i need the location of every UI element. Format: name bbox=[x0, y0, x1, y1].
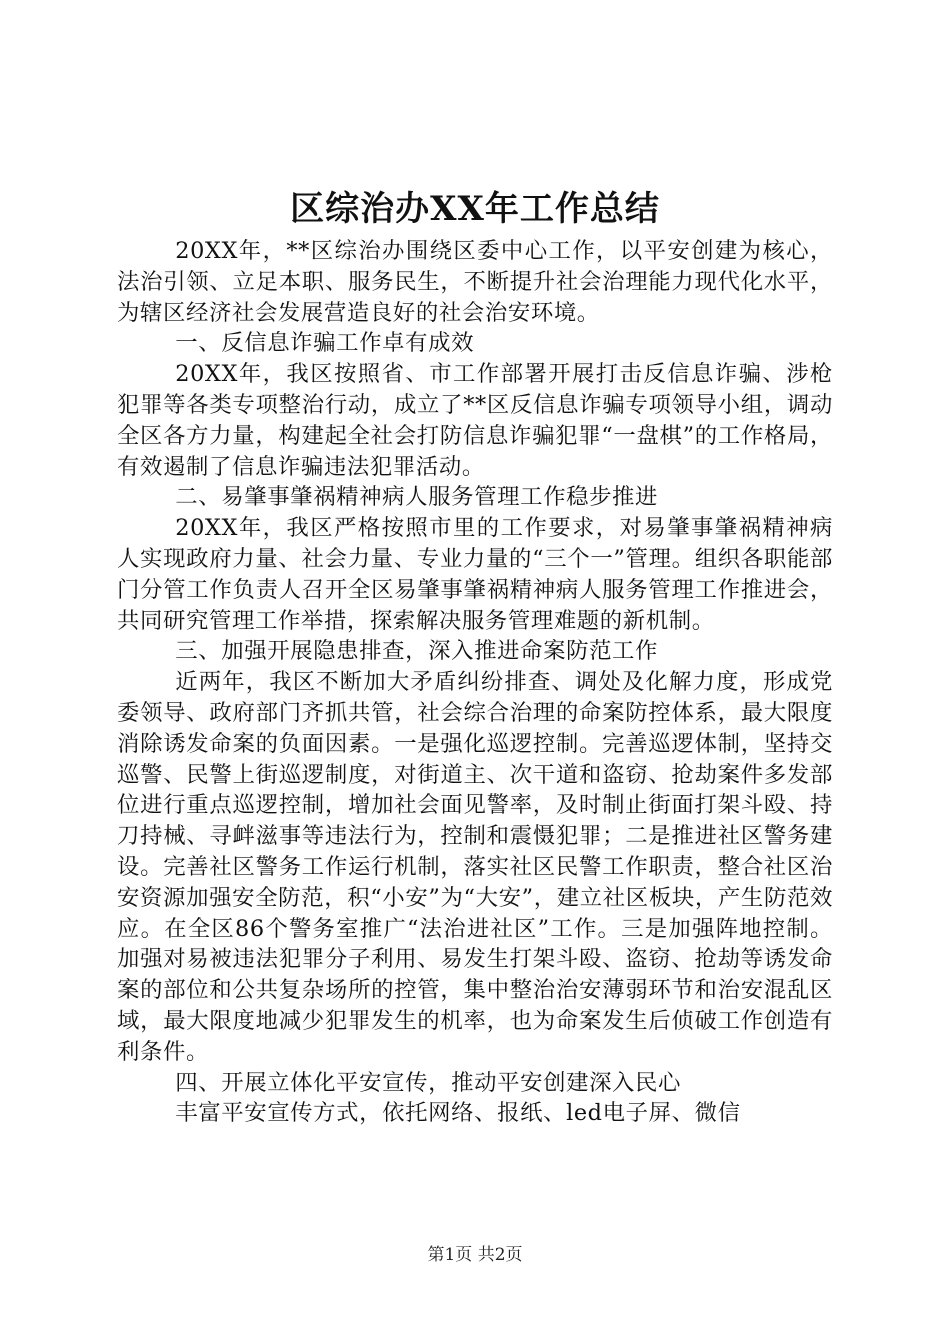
section-3-paragraph: 近两年，我区不断加大矛盾纠纷排查、调处及化解力度，形成党委领导、政府部门齐抓共管，社会综合治理的命案防控体系，最大限度消除诱发命案的负面因素。一是强化巡逻控制。完善巡逻体制，坚持交巡警、民警上街巡逻制度，对街道主、次干道和盗窃、抢劫案件多发部位进行重点巡逻控制，增加社会面见警率，及时制止街面打架斗殴、持刀持械、寻衅滋事等违法行为，控制和震慑犯罪；二是推进社区警务建设。完善社区警务工作运行机制，落实社区民警工作职责，整合社区治安资源加强安全防范，积“小安”为“大安”，建立社区板块，产生防范效应。在全区86个警务室推广“法治进社区”工作。三是加强阵地控制。加强对易被违法犯罪分子利用、易发生打架斗殴、盗窃、抢劫等诱发命案的部位和公共复杂场所的控管，集中整治治安薄弱环节和治安混乱区域，最大限度地减少犯罪发生的机率，也为命案发生后侦破工作创造有利条件。 bbox=[117, 669, 833, 1065]
section-4-paragraph: 丰富平安宣传方式，依托网络、报纸、led电子屏、微信 bbox=[175, 1100, 741, 1127]
page-title: 区综治办XX年工作总结 bbox=[290, 189, 660, 229]
section-2-paragraph: 20XX年，我区严格按照市里的工作要求，对易肇事肇祸精神病人实现政府力量、社会力量、专业力量的“三个一”管理。组织各职能部门分管工作负责人召开全区易肇事肇祸精神病人服务管理工作推进会，共同研究管理工作举措，探索解决服务管理难题的新机制。 bbox=[117, 515, 833, 634]
section-heading-4: 四、开展立体化平安宣传，推动平安创建深入民心 bbox=[175, 1069, 682, 1096]
section-heading-3: 三、加强开展隐患排查，深入推进命案防范工作 bbox=[175, 638, 659, 665]
section-heading-1: 一、反信息诈骗工作卓有成效 bbox=[175, 330, 475, 357]
section-heading-2: 二、易肇事肇祸精神病人服务管理工作稳步推进 bbox=[175, 484, 659, 511]
section-1-paragraph: 20XX年，我区按照省、市工作部署开展打击反信息诈骗、涉枪犯罪等各类专项整治行动，成立了**区反信息诈骗专项领导小组，调动全区各方力量，构建起全社会打防信息诈骗犯罪“一盘棋”的工作格局，有效遏制了信息诈骗违法犯罪活动。 bbox=[117, 361, 833, 480]
document-body bbox=[117, 236, 833, 1129]
intro-paragraph: 20XX年，**区综治办围绕区委中心工作，以平安创建为核心，法治引领、立足本职、服务民生，不断提升社会治理能力现代化水平，为辖区经济社会发展营造良好的社会治安环境。 bbox=[117, 238, 833, 326]
page-number-footer: 第1页 共2页 bbox=[427, 1245, 523, 1265]
